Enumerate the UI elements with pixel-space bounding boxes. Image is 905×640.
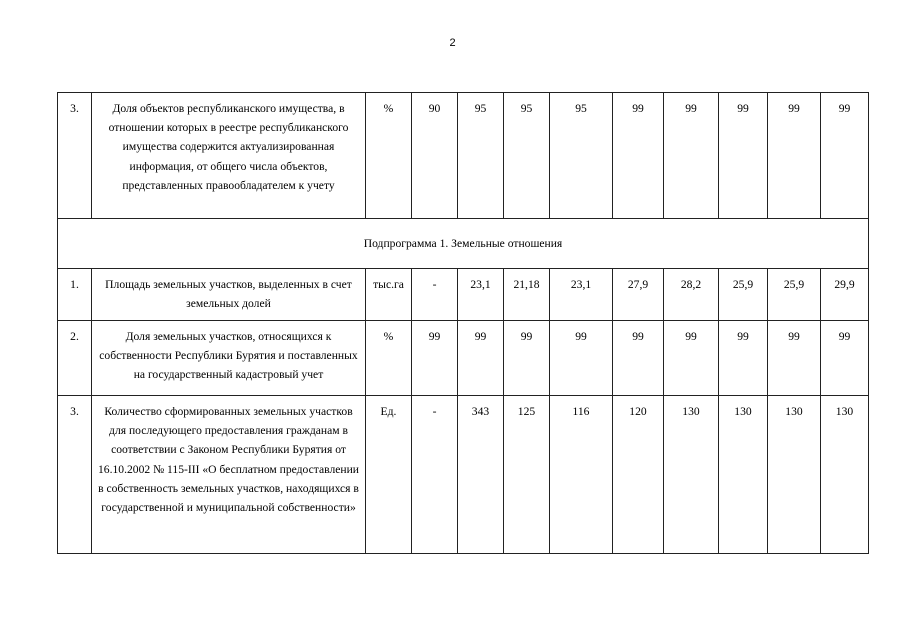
value-cell: - xyxy=(412,269,458,321)
table-row xyxy=(58,321,869,396)
indicator-name: Доля земельных участков, относящихся к собственности Республики Бурятия и поставленных на государственный кадастровый учет xyxy=(92,321,366,396)
indicator-name: Доля объектов республиканского имущества, в отношении которых в реестре республиканского имущества содержится актуализированная информация, от общего числа объектов, представленных правообладателем к учету xyxy=(92,93,366,219)
unit-cell: Ед. xyxy=(366,396,412,554)
value-cell: 99 xyxy=(719,321,768,396)
value-cell: 99 xyxy=(504,321,550,396)
value-cell: 95 xyxy=(550,93,613,219)
value-cell: 130 xyxy=(821,396,869,554)
value-cell: 99 xyxy=(821,93,869,219)
indicators-table xyxy=(57,92,869,554)
value-cell: 130 xyxy=(664,396,719,554)
unit-cell: % xyxy=(366,93,412,219)
row-number: 3. xyxy=(58,396,92,554)
value-cell: 28,2 xyxy=(664,269,719,321)
row-number: 3. xyxy=(58,93,92,219)
unit-cell: тыс.га xyxy=(366,269,412,321)
value-cell: 99 xyxy=(550,321,613,396)
value-cell: 25,9 xyxy=(768,269,821,321)
value-cell: 29,9 xyxy=(821,269,869,321)
value-cell: 99 xyxy=(412,321,458,396)
value-cell: 99 xyxy=(613,93,664,219)
value-cell: 99 xyxy=(821,321,869,396)
value-cell: 95 xyxy=(458,93,504,219)
value-cell: 120 xyxy=(613,396,664,554)
value-cell: 99 xyxy=(613,321,664,396)
subprogram-row xyxy=(58,219,869,269)
value-cell: 23,1 xyxy=(550,269,613,321)
value-cell: 90 xyxy=(412,93,458,219)
table-row xyxy=(58,269,869,321)
value-cell: 21,18 xyxy=(504,269,550,321)
value-cell: 99 xyxy=(768,321,821,396)
table-row xyxy=(58,93,869,219)
page-number: 2 xyxy=(449,37,456,49)
value-cell: 27,9 xyxy=(613,269,664,321)
value-cell: 99 xyxy=(664,321,719,396)
value-cell: 130 xyxy=(768,396,821,554)
row-number: 2. xyxy=(58,321,92,396)
value-cell: 125 xyxy=(504,396,550,554)
value-cell: 99 xyxy=(719,93,768,219)
indicator-name: Площадь земельных участков, выделенных в счет земельных долей xyxy=(92,269,366,321)
unit-cell: % xyxy=(366,321,412,396)
subprogram-title: Подпрограмма 1. Земельные отношения xyxy=(58,219,869,269)
value-cell: - xyxy=(412,396,458,554)
value-cell: 25,9 xyxy=(719,269,768,321)
value-cell: 343 xyxy=(458,396,504,554)
value-cell: 116 xyxy=(550,396,613,554)
value-cell: 95 xyxy=(504,93,550,219)
value-cell: 99 xyxy=(458,321,504,396)
value-cell: 99 xyxy=(768,93,821,219)
value-cell: 99 xyxy=(664,93,719,219)
table-row xyxy=(58,396,869,554)
indicator-name: Количество сформированных земельных участков для последующего предоставления гражданам в соответствии с Законом Республики Бурятия от 16.10.2002 № 115-III «О бесплатном предоставлении в собственность земельных участков, находящихся в государственной и муниципальной собственности» xyxy=(92,396,366,554)
value-cell: 130 xyxy=(719,396,768,554)
value-cell: 23,1 xyxy=(458,269,504,321)
row-number: 1. xyxy=(58,269,92,321)
